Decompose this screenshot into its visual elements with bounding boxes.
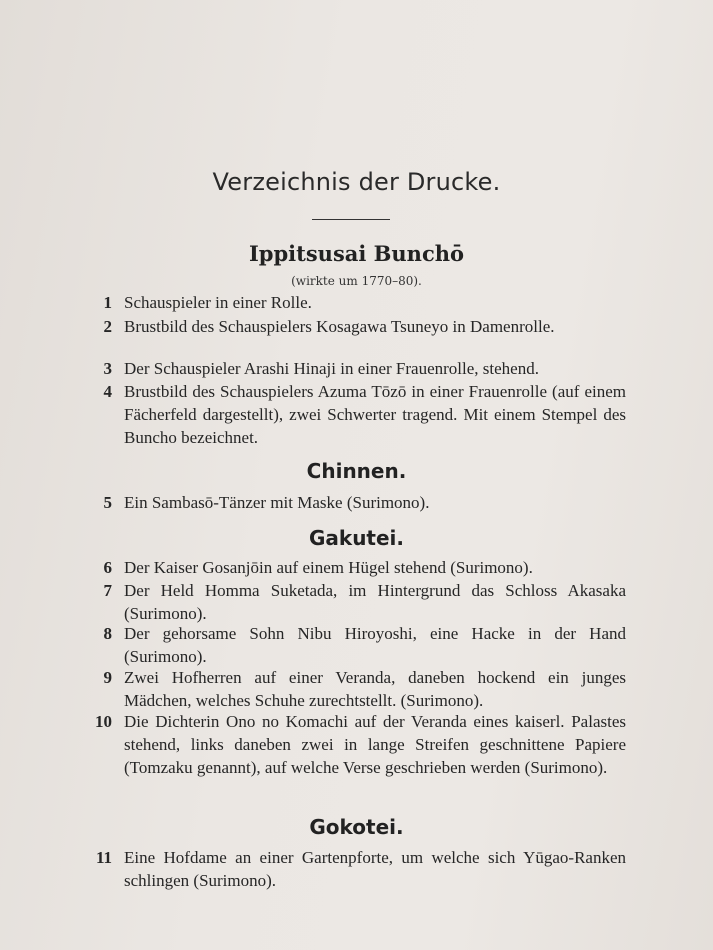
artist-heading-buncho: Ippitsusai Bunchō: [248, 241, 465, 266]
entry-text: Der gehorsame Sohn Nibu Hiroyoshi, eine Hacke in der Hand (Surimono).: [124, 624, 626, 666]
entry-text: Die Dichterin Ono no Komachi auf der Veranda eines kaiserl. Palastes stehend, links daneben zwei in lange Streifen geschnittene Papiere (Tomzaku genannt), auf welche Verse geschrieben werden (Surimono).: [124, 712, 626, 777]
artist-dates-buncho: (wirkte um 1770–80).: [291, 274, 422, 288]
entry-text: Der Held Homma Suketada, im Hintergrund das Schloss Akasaka (Surimono).: [124, 581, 626, 623]
list-item: [86, 315, 626, 338]
list-item: [86, 846, 626, 892]
entry-text: Brustbild des Schauspielers Azuma Tōzō in einer Frauenrolle (auf einem Fächerfeld dargestellt), zwei Schwerter tragend. Mit einem Stempel des Buncho bezeichnet.: [124, 382, 626, 447]
entry-number: 9: [103, 668, 112, 687]
list-item: [86, 291, 626, 314]
entry-text: Der Kaiser Gosanjōin auf einem Hügel stehend (Surimono).: [124, 558, 533, 577]
entry-text: Zwei Hofherren auf einer Veranda, daneben hockend ein junges Mädchen, welches Schuhe zurechtstellt. (Surimono).: [124, 668, 626, 710]
list-item: [86, 579, 626, 625]
list-item: [86, 380, 626, 449]
list-item: [86, 710, 626, 779]
entry-number: 7: [103, 581, 112, 600]
list-item: [86, 491, 626, 514]
artist-heading-gakutei: Gakutei.: [308, 526, 405, 550]
entry-text: Brustbild des Schauspielers Kosagawa Tsuneyo in Damenrolle.: [124, 317, 555, 336]
entry-text: Der Schauspieler Arashi Hinaji in einer Frauenrolle, stehend.: [124, 359, 539, 378]
list-item: [86, 666, 626, 712]
artist-heading-chinnen: Chinnen.: [306, 459, 407, 483]
entry-number: 4: [103, 382, 112, 401]
entry-text: Schauspieler in einer Rolle.: [124, 293, 312, 312]
list-item: [86, 556, 626, 579]
entry-number: 2: [103, 317, 112, 336]
page-title: Verzeichnis der Drucke.: [212, 168, 501, 196]
entry-number: 5: [103, 493, 112, 512]
title-divider: [312, 219, 390, 220]
entry-text: Ein Sambasō-Tänzer mit Maske (Surimono).: [124, 493, 430, 512]
entry-number: 3: [103, 359, 112, 378]
entry-number: 6: [103, 558, 112, 577]
artist-heading-gokotei: Gokotei.: [309, 815, 404, 839]
entry-number: 11: [95, 848, 112, 867]
entry-number: 8: [103, 624, 112, 643]
list-item: [86, 357, 626, 380]
entry-text: Eine Hofdame an einer Gartenpforte, um welche sich Yūgao-Ranken schlingen (Surimono).: [124, 848, 626, 890]
list-item: [86, 622, 626, 668]
entry-number: 10: [95, 712, 112, 731]
entry-number: 1: [103, 293, 112, 312]
